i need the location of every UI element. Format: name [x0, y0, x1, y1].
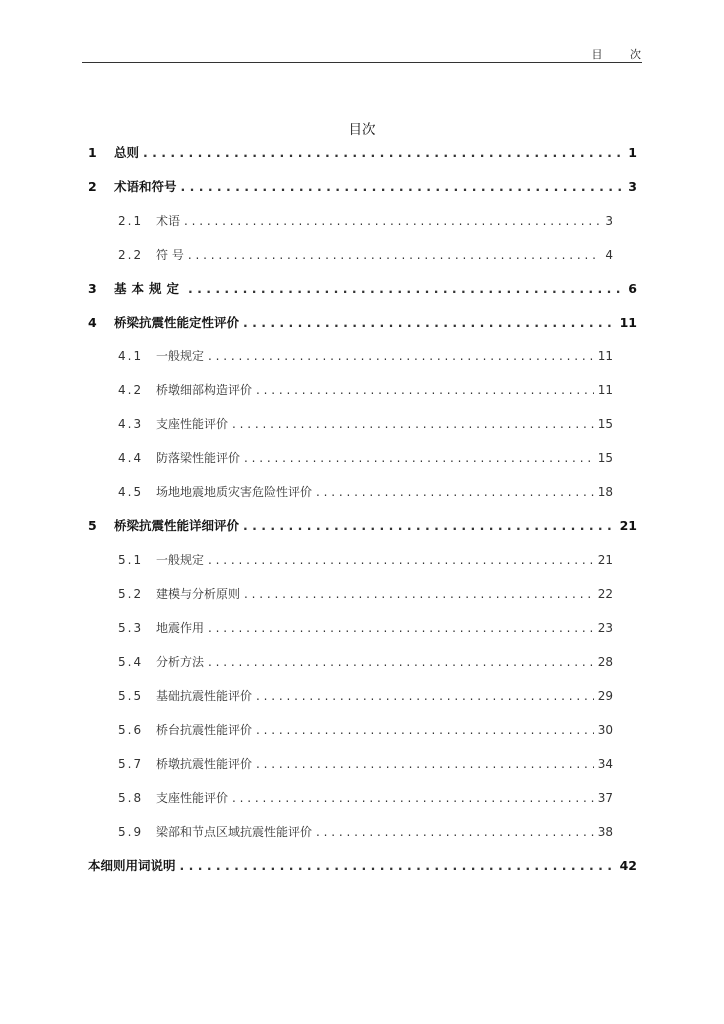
toc-entry-number: 3	[88, 281, 97, 296]
toc-entry-title: 桥梁抗震性能定性评价	[114, 315, 240, 330]
toc-entry-page: 11	[597, 349, 613, 363]
toc-entry-5-3[interactable]	[118, 618, 613, 638]
dot-leader	[208, 550, 594, 570]
toc-entry-page: 23	[597, 621, 613, 635]
toc-entry-number: 5	[88, 518, 97, 533]
toc-entry-5-1[interactable]	[118, 550, 613, 570]
dot-leader	[316, 822, 594, 842]
toc-entry-title: 桥台抗震性能评价	[156, 723, 253, 737]
dot-leader	[181, 177, 625, 197]
toc-entry-3[interactable]	[88, 279, 637, 299]
dot-leader	[243, 313, 616, 333]
toc-entry-5-6[interactable]	[118, 720, 613, 740]
toc-entry-title: 术语	[156, 214, 181, 228]
toc-entry-number: 5.2	[118, 587, 144, 601]
toc-entry-page: 3	[605, 214, 613, 228]
toc-entry-5-7[interactable]	[118, 754, 613, 774]
dot-leader	[256, 720, 594, 740]
dot-leader	[244, 448, 594, 468]
toc-entry-title: 支座性能评价	[156, 791, 229, 805]
dot-leader	[256, 686, 594, 706]
toc-entry-page: 15	[597, 417, 613, 431]
dot-leader	[188, 245, 602, 265]
toc-entry-title: 防落梁性能评价	[156, 451, 241, 465]
toc-entry-4[interactable]	[88, 313, 637, 333]
toc-entry-title: 分析方法	[156, 655, 205, 669]
toc-entry-5-5[interactable]	[118, 686, 613, 706]
dot-leader	[232, 788, 594, 808]
toc-entry-number: 2	[88, 179, 97, 194]
toc-entry-page: 42	[619, 858, 637, 873]
toc-entry-page: 3	[628, 179, 637, 194]
toc-entry-title: 一般规定	[156, 349, 205, 363]
toc-entry-5[interactable]	[88, 516, 637, 536]
toc-entry-title: 建模与分析原则	[156, 587, 241, 601]
toc-entry-title: 基本规定	[114, 281, 185, 296]
toc-entry-page: 28	[597, 655, 613, 669]
toc-entry-title: 符 号	[156, 248, 184, 262]
toc-entry-page: 34	[597, 757, 613, 771]
dot-leader	[208, 346, 594, 366]
dot-leader	[184, 211, 601, 231]
toc-entry-2-2[interactable]	[118, 245, 613, 265]
toc-entry-number: 4	[88, 315, 97, 330]
toc-entry-title: 一般规定	[156, 553, 205, 567]
toc-entry-4-4[interactable]	[118, 448, 613, 468]
toc-entry-5-2[interactable]	[118, 584, 613, 604]
toc-entry-terminology[interactable]	[88, 856, 637, 876]
dot-leader	[232, 414, 594, 434]
running-head-text: 目 次	[591, 48, 642, 61]
toc-entry-title: 术语和符号	[114, 179, 177, 194]
toc-entry-number: 4.2	[118, 383, 144, 397]
toc-entry-number: 2.1	[118, 214, 144, 228]
toc-entry-2[interactable]	[88, 177, 637, 197]
toc-entry-number: 5.5	[118, 689, 144, 703]
toc-entry-page: 21	[619, 518, 637, 533]
toc-entry-page: 18	[597, 485, 613, 499]
toc-entry-page: 1	[628, 145, 637, 160]
toc-entry-page: 11	[597, 383, 613, 397]
toc-entry-title: 梁部和节点区域抗震性能评价	[156, 825, 313, 839]
toc-entry-5-9[interactable]	[118, 822, 613, 842]
toc-entry-2-1[interactable]	[118, 211, 613, 231]
toc-entry-5-8[interactable]	[118, 788, 613, 808]
toc-entry-page: 15	[597, 451, 613, 465]
toc-entry-title: 本细则用词说明	[88, 858, 176, 873]
dot-leader	[256, 380, 594, 400]
dot-leader	[243, 516, 616, 536]
toc-entry-page: 22	[597, 587, 613, 601]
toc-entry-page: 30	[597, 723, 613, 737]
toc-entry-number: 5.3	[118, 621, 144, 635]
header-rule	[82, 62, 642, 63]
toc-entry-4-1[interactable]	[118, 346, 613, 366]
toc-entry-page: 6	[628, 281, 637, 296]
dot-leader	[180, 856, 616, 876]
toc-entry-page: 4	[605, 248, 613, 262]
toc-entry-number: 1	[88, 145, 97, 160]
toc-entry-4-2[interactable]	[118, 380, 613, 400]
toc-entry-title: 地震作用	[156, 621, 205, 635]
toc-title: 目次	[348, 122, 376, 138]
toc-entry-title: 总则	[114, 145, 140, 160]
toc-entry-number: 4.1	[118, 349, 144, 363]
toc-entry-number: 5.4	[118, 655, 144, 669]
toc-entry-title: 桥墩抗震性能评价	[156, 757, 253, 771]
toc-entry-page: 29	[597, 689, 613, 703]
dot-leader	[208, 618, 594, 638]
toc-entry-number: 5.7	[118, 757, 144, 771]
toc-entry-page: 38	[597, 825, 613, 839]
toc-entry-4-3[interactable]	[118, 414, 613, 434]
dot-leader	[256, 754, 594, 774]
dot-leader	[208, 652, 594, 672]
toc-entry-number: 5.1	[118, 553, 144, 567]
dot-leader	[244, 584, 594, 604]
dot-leader	[188, 279, 624, 299]
toc-entry-1[interactable]	[88, 143, 637, 163]
toc-entry-title: 基础抗震性能评价	[156, 689, 253, 703]
running-header	[0, 0, 724, 62]
toc-entry-number: 4.5	[118, 485, 144, 499]
toc-entry-number: 5.8	[118, 791, 144, 805]
toc-entry-number: 4.4	[118, 451, 144, 465]
toc-entry-page: 37	[597, 791, 613, 805]
toc-entry-title: 场地地震地质灾害危险性评价	[156, 485, 313, 499]
toc-entry-number: 5.6	[118, 723, 144, 737]
dot-leader	[316, 482, 594, 502]
toc-entry-4-5[interactable]	[118, 482, 613, 502]
toc-entry-title: 支座性能评价	[156, 417, 229, 431]
toc-entry-page: 11	[619, 315, 637, 330]
toc-entry-title: 桥梁抗震性能详细评价	[114, 518, 240, 533]
toc-entry-number: 4.3	[118, 417, 144, 431]
toc-entry-title: 桥墩细部构造评价	[156, 383, 253, 397]
toc-entry-page: 21	[597, 553, 613, 567]
toc-entry-number: 2.2	[118, 248, 144, 262]
toc-entry-5-4[interactable]	[118, 652, 613, 672]
dot-leader	[143, 143, 624, 163]
toc-entry-number: 5.9	[118, 825, 144, 839]
